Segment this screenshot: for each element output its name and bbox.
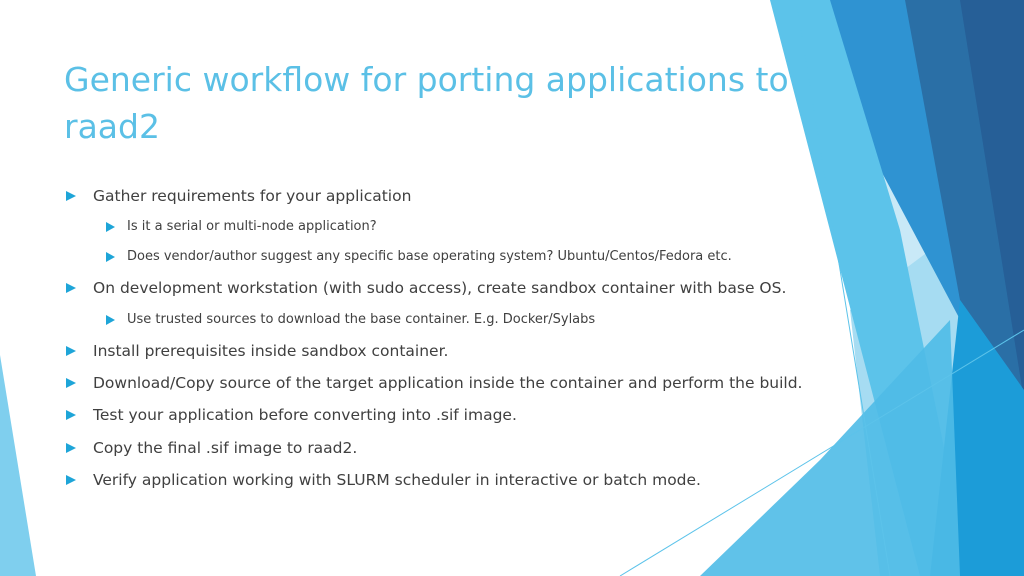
bullet-text: Test your application before converting into .sif image. [93, 406, 517, 424]
sub-bullet-item [127, 312, 595, 327]
triangle-right-icon [106, 252, 115, 262]
bullet-text: Does vendor/author suggest any specific base operating system? Ubuntu/Centos/Fedora etc. [127, 249, 732, 264]
bullet-text: Install prerequisites inside sandbox container. [93, 342, 449, 360]
bullet-item [93, 342, 448, 360]
bullet-text: Copy the final .sif image to raad2. [93, 439, 358, 457]
triangle-right-icon [66, 283, 76, 293]
triangle-right-icon [66, 346, 76, 356]
triangle-right-icon [66, 443, 76, 453]
bullet-text: Download/Copy source of the target application inside the container and perform the build. [93, 374, 803, 392]
bullet-text: Use trusted sources to download the base container. E.g. Docker/Sylabs [127, 312, 596, 327]
bullet-text: Gather requirements for your application [93, 187, 412, 205]
bullet-item [93, 471, 701, 489]
bullet-item [93, 279, 786, 297]
sub-bullet-item [127, 249, 732, 264]
bullet-text: Is it a serial or multi-node application? [127, 219, 377, 234]
triangle-right-icon [66, 191, 76, 201]
triangle-right-icon [106, 222, 115, 232]
bullet-item [93, 187, 411, 205]
sub-bullet-item [127, 219, 377, 234]
bullet-text: Verify application working with SLURM scheduler in interactive or batch mode. [93, 471, 701, 489]
left-edge-shape [0, 355, 36, 576]
slide-title: Generic workflow for porting applications to raad2 [64, 60, 789, 146]
triangle-right-icon [66, 378, 76, 388]
bullet-item [93, 439, 357, 457]
triangle-right-icon [66, 410, 76, 420]
triangle-right-icon [66, 475, 76, 485]
bullet-text: On development workstation (with sudo access), create sandbox container with base OS. [93, 279, 787, 297]
bullet-item [93, 374, 802, 392]
triangle-right-icon [106, 315, 115, 325]
bullet-item [93, 406, 517, 424]
